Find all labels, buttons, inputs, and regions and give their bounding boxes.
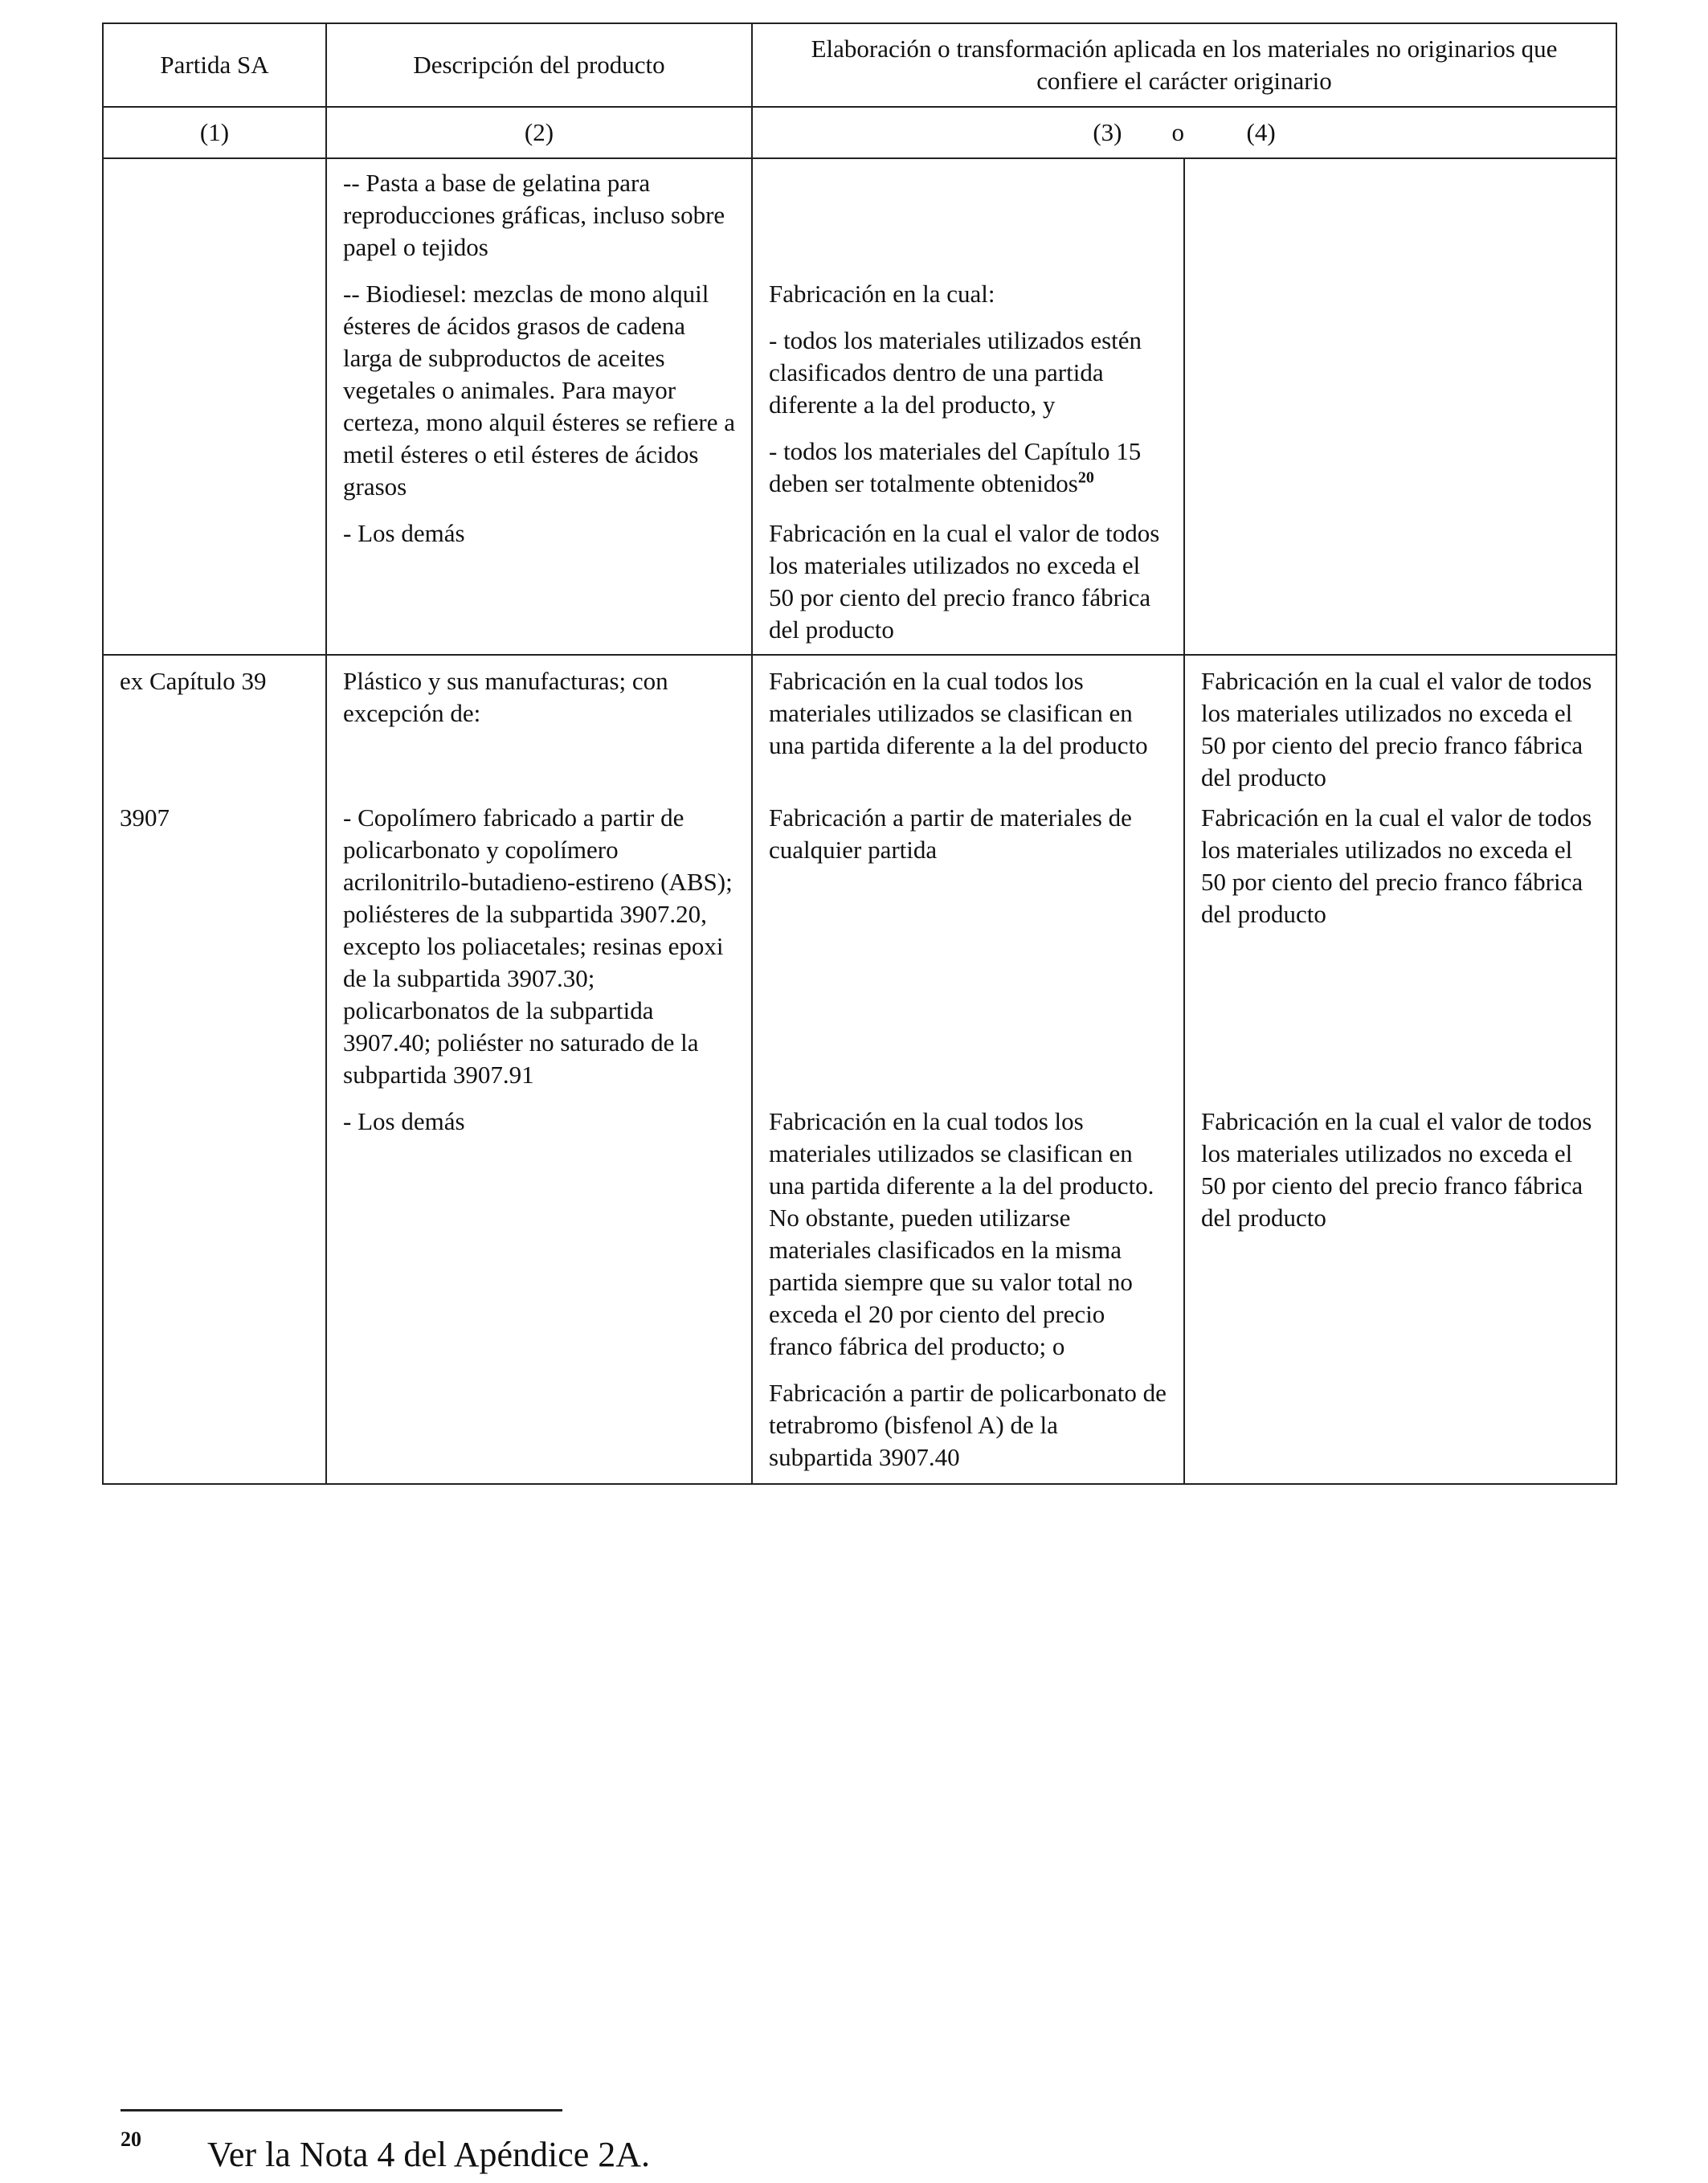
rules-of-origin-table bbox=[102, 22, 1617, 1485]
header-elaboracion: Elaboración o transformación aplicada en los materiales no originarios que confiere el carácter originario bbox=[752, 23, 1616, 107]
table-row bbox=[103, 655, 1616, 802]
table-row bbox=[103, 278, 1616, 517]
column-number-row bbox=[103, 107, 1616, 158]
cell-descripcion bbox=[326, 517, 752, 655]
cell-paragraph: Fabricación a partir de materiales de cualquier partida bbox=[769, 803, 1132, 864]
header-row bbox=[103, 23, 1616, 107]
cell-paragraph: Fabricación en la cual el valor de todos los materiales utilizados no exceda el 50 por ciento del precio franco fábrica del producto bbox=[1201, 1107, 1592, 1232]
cell-paragraph: Fabricación a partir de policarbonato de tetrabromo (bisfenol A) de la subpartida 3907.40 bbox=[769, 1379, 1167, 1471]
cell-descripcion bbox=[326, 655, 752, 802]
cell-descripcion bbox=[326, 278, 752, 517]
table-row bbox=[103, 802, 1616, 1106]
cell-col3 bbox=[752, 1106, 1184, 1484]
cell-col4 bbox=[1184, 655, 1616, 802]
cell-col3 bbox=[752, 158, 1184, 278]
cell-col3 bbox=[752, 655, 1184, 802]
cell-partida bbox=[103, 802, 326, 1106]
cell-paragraph: Fabricación en la cual todos los materiales utilizados se clasifican en una partida diferente a la del producto. No obstante, pueden utilizarse materiales clasificados en la misma partida siempre que su valor total no exceda el 20 por ciento del precio franco fábrica del producto; o bbox=[769, 1107, 1154, 1360]
cell-paragraph: - Los demás bbox=[343, 1107, 465, 1135]
column-number-1: (1) bbox=[103, 107, 326, 158]
cell-col4 bbox=[1184, 802, 1616, 1106]
cell-col3 bbox=[752, 802, 1184, 1106]
cell-paragraph: - todos los materiales utilizados estén clasificados dentro de una partida diferente a la del producto, y bbox=[769, 326, 1142, 419]
cell-col4 bbox=[1184, 278, 1616, 517]
cell-col4 bbox=[1184, 158, 1616, 278]
footnote-text: Ver la Nota 4 del Apéndice 2A. bbox=[207, 2135, 651, 2174]
cell-partida bbox=[103, 278, 326, 517]
cell-descripcion bbox=[326, 158, 752, 278]
cell-paragraph: - Los demás bbox=[343, 519, 465, 547]
table-body bbox=[103, 158, 1616, 1484]
cell-partida bbox=[103, 517, 326, 655]
cell-col3 bbox=[752, 278, 1184, 517]
header-descripcion: Descripción del producto bbox=[326, 23, 752, 107]
table-row bbox=[103, 517, 1616, 655]
footnote-reference: 20 bbox=[1077, 468, 1094, 487]
cell-descripcion bbox=[326, 802, 752, 1106]
cell-paragraph: -- Pasta a base de gelatina para reproducciones gráficas, incluso sobre papel o tejidos bbox=[343, 169, 725, 261]
cell-paragraph: -- Biodiesel: mezclas de mono alquil ésteres de ácidos grasos de cadena larga de subproductos de aceites vegetales o animales. Para mayor certeza, mono alquil ésteres se refiere a metil ésteres o etil ésteres de ácidos grasos bbox=[343, 280, 735, 501]
cell-paragraph: Fabricación en la cual el valor de todos los materiales utilizados no exceda el 50 por ciento del precio franco fábrica del producto bbox=[769, 519, 1160, 644]
table-row bbox=[103, 1106, 1616, 1484]
cell-paragraph: Fabricación en la cual: bbox=[769, 280, 995, 308]
cell-paragraph: - Copolímero fabricado a partir de policarbonato y copolímero acrilonitrilo-butadieno-estireno (ABS); poliésteres de la subpartida 3907.20, excepto los poliacetales; resinas epoxi de la subpartida 3907.30; policarbonatos de la subpartida 3907.40; poliéster no saturado de la subpartida 3907.91 bbox=[343, 803, 733, 1089]
cell-paragraph: Fabricación en la cual todos los materiales utilizados se clasifican en una partida diferente a la del producto bbox=[769, 667, 1148, 759]
cell-partida bbox=[103, 1106, 326, 1484]
footnote-number: 20 bbox=[121, 2128, 141, 2151]
cell-paragraph: - todos los materiales del Capítulo 15 deben ser totalmente obtenidos$^{20}$ bbox=[769, 437, 1142, 497]
cell-text: 3907 bbox=[120, 803, 170, 832]
cell-paragraph: Plástico y sus manufacturas; con excepción de: bbox=[343, 667, 668, 727]
column-number-2: (2) bbox=[326, 107, 752, 158]
table-row bbox=[103, 158, 1616, 278]
cell-col3 bbox=[752, 517, 1184, 655]
column-number-3-4-label: (3) o (4) bbox=[1093, 118, 1276, 146]
cell-partida bbox=[103, 158, 326, 278]
cell-col4 bbox=[1184, 1106, 1616, 1484]
column-number-3-or-4 bbox=[752, 107, 1616, 158]
cell-descripcion bbox=[326, 1106, 752, 1484]
cell-paragraph: Fabricación en la cual el valor de todos los materiales utilizados no exceda el 50 por ciento del precio franco fábrica del producto bbox=[1201, 803, 1592, 928]
header-partida: Partida SA bbox=[103, 23, 326, 107]
cell-text: ex Capítulo 39 bbox=[120, 667, 267, 695]
cell-paragraph: Fabricación en la cual el valor de todos los materiales utilizados no exceda el 50 por ciento del precio franco fábrica del producto bbox=[1201, 667, 1592, 791]
footnote-divider bbox=[121, 2109, 562, 2111]
cell-partida bbox=[103, 655, 326, 802]
cell-col4 bbox=[1184, 517, 1616, 655]
